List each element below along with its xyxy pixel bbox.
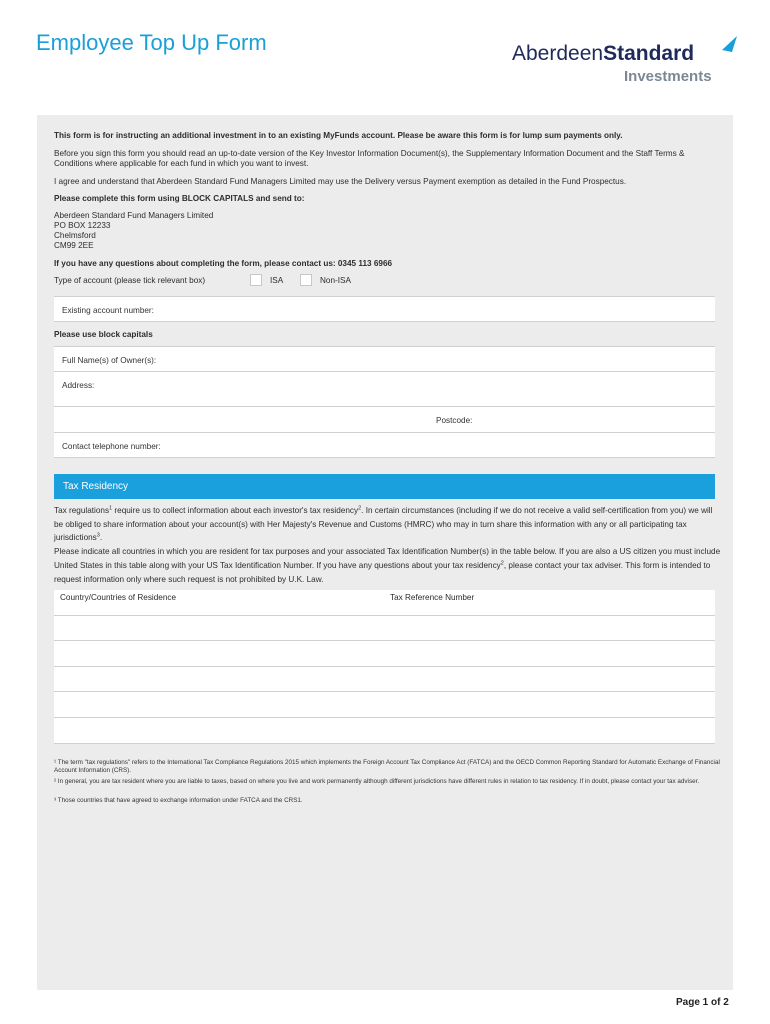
logo-word-standard: Standard	[603, 42, 695, 65]
logo-wordmark	[512, 42, 694, 66]
full-name-label: Full Name(s) of Owner(s):	[62, 356, 157, 365]
footnote-1: ¹ The term "tax regulations" refers to the International Tax Compliance Regulations 2015 which implements the Foreign Account Tax Compliance Act (FATCA) and the OECD Common Reporting Standard for Automatic Exchange of Financial Account Information (CRS).	[54, 759, 720, 774]
address-line: CM99 2EE	[54, 241, 94, 250]
logo-tick-icon	[720, 34, 740, 54]
table-row[interactable]	[54, 641, 715, 667]
full-name-field[interactable]	[54, 346, 715, 372]
intro-lump-sum-note: This form is for instructing an additional investment in to an existing MyFunds account. Please be aware this form is for lump sum payments only.	[54, 131, 623, 140]
isa-label: ISA	[270, 276, 284, 285]
tax-residency-title: Tax Residency	[63, 481, 129, 492]
tax-residency-header	[54, 474, 715, 499]
footnote-2: ² In general, you are tax resident where you are liable to taxes, based on where you live and work permanently although different jurisdictions have different rules in relation to tax residency. If in doubt, please contact your tax adviser.	[54, 778, 700, 785]
tax-ref-column-header: Tax Reference Number	[390, 593, 475, 602]
footnote-ref: 1	[109, 505, 113, 512]
tax-text: .	[99, 533, 103, 543]
postcode-row	[54, 406, 715, 433]
logo-subtitle: Investments	[624, 68, 712, 85]
intro-kiid-note: Before you sign this form you should read an up-to-date version of the Key Investor Information Document(s), the Supplementary Information Document and the Staff Terms & Conditions where applicable for each fund in which you want to invest.	[54, 149, 685, 168]
isa-checkbox[interactable]	[250, 274, 262, 286]
non-isa-label: Non-ISA	[320, 276, 351, 285]
telephone-label: Contact telephone number:	[62, 442, 161, 451]
address-line: Aberdeen Standard Fund Managers Limited	[54, 211, 214, 220]
non-isa-checkbox[interactable]	[300, 274, 312, 286]
contact-note: If you have any questions about completing the form, please contact us: 0345 113 6966	[54, 259, 393, 268]
page-title: Employee Top Up Form	[36, 30, 267, 55]
table-row[interactable]	[54, 667, 715, 693]
address-line: Chelmsford	[54, 231, 96, 240]
postal-address	[54, 211, 722, 251]
page-number: Page 1 of 2	[676, 997, 729, 1008]
tax-residency-table	[54, 590, 715, 744]
telephone-field[interactable]	[54, 432, 715, 458]
existing-account-field[interactable]	[54, 296, 715, 322]
block-capitals-note: Please use block capitals	[54, 330, 153, 339]
address-line: PO BOX 12233	[54, 221, 111, 230]
postcode-label: Postcode:	[436, 416, 473, 425]
tax-text: Please indicate all countries in which you are resident for tax purposes and your associated Tax Identification Number(s) in the table below. If you are also a US citizen you must include United States in this table along with your US Tax Identification Number. If you have any questions about your tax residency	[54, 547, 721, 570]
country-column-header: Country/Countries of Residence	[60, 593, 177, 602]
table-row[interactable]	[54, 718, 715, 744]
intro-dvp-note: I agree and understand that Aberdeen Standard Fund Managers Limited may use the Delivery versus Payment exemption as detailed in the Fund Prospectus.	[54, 177, 627, 186]
tax-text: Tax regulations	[54, 506, 110, 515]
footnote-ref: 3	[96, 532, 100, 539]
table-row[interactable]	[54, 692, 715, 718]
tax-text: , please contact your tax adviser. This form is intended to request information only where such request is not prohibited by U.K. Law.	[54, 560, 711, 584]
tax-text: . In certain circumstances (including if we do not receive a valid self-certification from you) we will be obliged to share information about your account(s) with Her Majesty's Revenue and Customs (HMRC) who may in turn share this information with any or all participating tax jurisdictions	[54, 506, 713, 543]
tax-text: require us to collect information about each investor's tax residency	[112, 506, 359, 515]
intro-send-to: Please complete this form using BLOCK CAPITALS and send to:	[54, 194, 305, 203]
footnote-ref: 2	[358, 505, 362, 512]
tax-table-header	[54, 590, 715, 616]
brand-logo	[512, 36, 737, 92]
address-label: Address:	[62, 381, 95, 390]
address-field[interactable]	[54, 371, 715, 407]
tax-paragraph	[54, 504, 722, 586]
account-type-row	[54, 275, 454, 287]
footnote-3: ³ Those countries that have agreed to exchange information under FATCA and the CRS1.	[54, 797, 303, 804]
logo-word-aberdeen: Aberdeen	[512, 42, 604, 65]
table-row[interactable]	[54, 616, 715, 642]
account-type-label: Type of account (please tick relevant box)	[54, 276, 206, 285]
footnote-ref: 2	[500, 560, 504, 567]
existing-account-label: Existing account number:	[62, 306, 154, 315]
